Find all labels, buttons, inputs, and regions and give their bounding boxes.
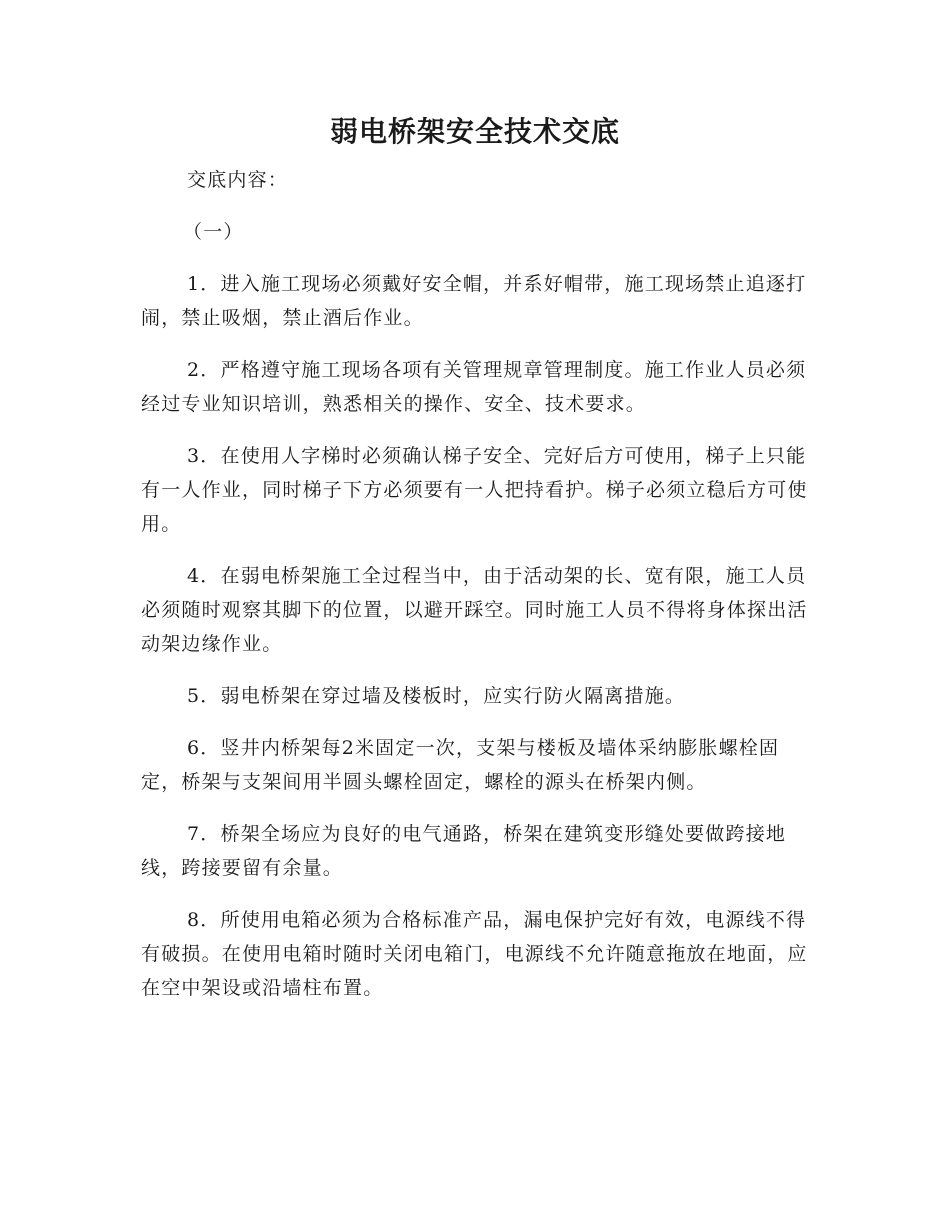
- list-item-6: 6．竖井内桥架每2米固定一次，支架与楼板及墙体采纳膨胀螺栓固定，桥架与支架间用半圆头螺栓固定，螺栓的源头在桥架内侧。: [141, 737, 780, 793]
- list-item-4: 4．在弱电桥架施工全过程当中，由于活动架的长、宽有限，施工人员必须随时观察其脚下的位置，以避开踩空。同时施工人员不得将身体探出活动架边缘作业。: [141, 565, 808, 655]
- document-body: [141, 163, 809, 1023]
- intro-label: 交底内容：: [187, 169, 289, 191]
- section-label: （一）: [183, 221, 244, 243]
- list-item-1: 1．进入施工现场必须戴好安全帽，并系好帽带，施工现场禁止追逐打闹，禁止吸烟，禁止酒后作业。: [141, 273, 807, 329]
- list-item-8: 8．所使用电箱必须为合格标准产品，漏电保护完好有效，电源线不得有破损。在使用电箱时随时关闭电箱门，电源线不允许随意拖放在地面，应在空中架设或沿墙柱布置。: [141, 909, 808, 999]
- list-item-2: 2．严格遵守施工现场各项有关管理规章管理制度。施工作业人员必须经过专业知识培训，熟悉相关的操作、安全、技术要求。: [141, 359, 807, 415]
- list-item-3: 3．在使用人字梯时必须确认梯子安全、完好后方可使用，梯子上只能有一人作业，同时梯子下方必须要有一人把持看护。梯子必须立稳后方可使用。: [141, 445, 808, 535]
- list-item-5: 5．弱电桥架在穿过墙及楼板时，应实行防火隔离措施。: [187, 685, 686, 707]
- page-title: 弱电桥架安全技术交底: [329, 115, 620, 148]
- list-item-7: 7．桥架全场应为良好的电气通路，桥架在建筑变形缝处要做跨接地线，跨接要留有余量。: [141, 823, 787, 879]
